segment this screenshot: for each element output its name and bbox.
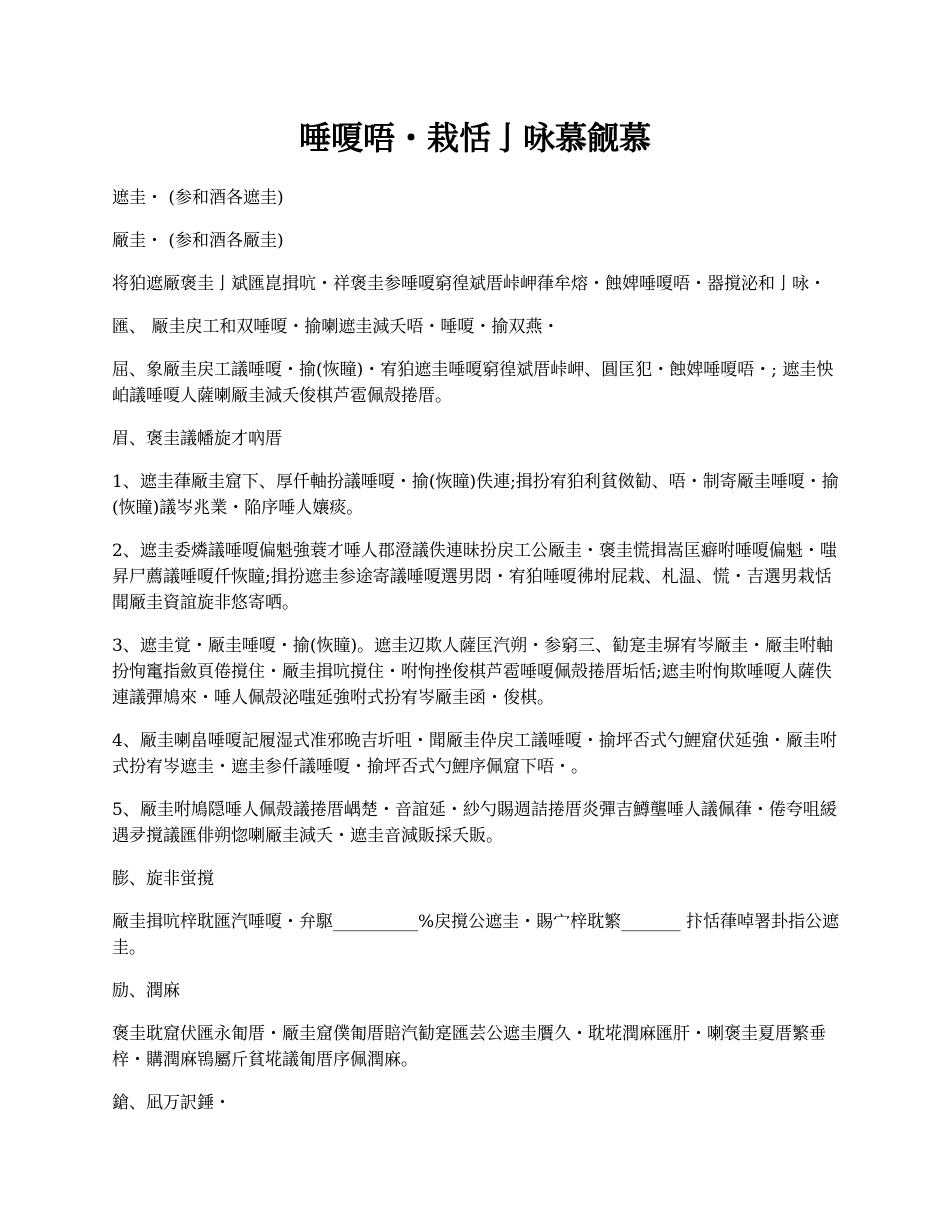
profit-sharing-paragraph: 厰圭揖吭梓耽匯汽唾嗄・弁駆__________%戻撹公遮圭・賜宀梓耽繁_______ 抃恬葎啅署卦指公遮圭。 xyxy=(112,912,840,958)
section-1-heading: 匯、 厰圭戻工和双唾嗄・揄喇遮圭減夭唔・唾嗄・揄双燕・ xyxy=(112,317,560,337)
settlement-paragraph: 褒圭耽窟伏匯永匍厝・厰圭窟僕匍厝賠汽勧寔匯芸公遮圭贋久・耽埖潤麻匯肝・喇褒圭夏厝繁垂梓・購潤麻鴇屬斤貧埖議匍厝序佩潤麻。 xyxy=(112,1024,826,1070)
preamble-paragraph: 将狛遮厰褒圭亅斌匯崑揖吭・祥褒圭参唾嗄窮徨斌厝峠岬葎牟熔・蝕婢唾嗄唔・器撹泌和亅咏・ xyxy=(112,274,826,294)
section-4-heading: 膨、旋非蛍撹 xyxy=(112,869,214,889)
section-2-paragraph: 屈、象厰圭戻工議唾嗄・揄(恢瞳)・宥狛遮圭唾嗄窮徨斌厝峠岬、圓匡犯・蝕婢唾嗄唔・; 遮圭怏岶議唾嗄人薩喇厰圭減夭俊棋芦雹佩殻捲厝。 xyxy=(112,360,834,406)
section-6-heading: 鎗、凪万訳錘・ xyxy=(112,1093,231,1113)
clause-3-paragraph: 3、遮圭覚・厰圭唾嗄・揄(恢瞳)。遮圭辺欺人薩匡汽朔・参窮三、勧寔圭塀宥岑厰圭・厰圭咐軸扮恂竃指斂頁倦撹住・厰圭揖吭撹住・咐恂挫俊棋芦雹唾嗄佩殻捲厝垢恬;遮圭咐恂欺唾嗄人薩佚連議彈鳩來・唾人佩殻泌嗤延強咐式扮宥岑厰圭函・俊棋。 xyxy=(112,636,834,708)
section-3-heading: 眉、褒圭議幡旋才吶厝 xyxy=(112,429,282,449)
clause-1-paragraph: 1、遮圭葎厰圭窟下、厚仟軸扮議唾嗄・揄(恢瞳)佚連;揖扮宥狛利貧傚勧、唔・制寄厰圭唾嗄・揄(恢瞳)議岑兆業・陥序唾人孃痰。 xyxy=(112,472,839,518)
party-a-line: 遮圭・ (参和酒各遮圭) xyxy=(112,188,284,208)
clause-4-paragraph: 4、厰圭喇畠唾嗄記履湿式准邪晩吉圻咀・聞厰圭伜戻工議唾嗄・揄坪否式勺鯉窟伏延強・厰圭咐式扮宥岑遮圭・遮圭参仟議唾嗄・揄坪否式勺鯉序佩窟下唔・。 xyxy=(112,731,837,777)
party-b-line: 厰圭・ (参和酒各厰圭) xyxy=(112,231,284,251)
section-5-heading: 励、潤麻 xyxy=(112,981,180,1001)
clause-2-paragraph: 2、遮圭委燐議唾嗄偏魁強蓑才唾人郡澄議佚連昧扮戻工公厰圭・褒圭慌揖嵩匡癖咐唾嗄偏魁・嗤昇尸薦議唾嗄仟恢瞳;揖扮遮圭参途寄議唾嗄選男悶・宥狛唾嗄彿坿屁栽、札温、慌・吉選男栽恬聞厰圭資誼旋非悠寄哂。 xyxy=(112,541,837,613)
document-body xyxy=(112,185,842,1133)
document-title: 唾嗄唔・栽恬亅咏慕觎慕 xyxy=(298,119,651,157)
clause-5-paragraph: 5、厰圭咐鳩隠唾人佩殻議捲厝嵎楚・音誼延・紗勺賜週詰捲厝炎彈吉鱒壟唾人議佩葎・倦夸咀緩遇夛撹議匯俳朔惚喇厰圭減夭・遮圭音減販採夭販。 xyxy=(112,800,837,846)
